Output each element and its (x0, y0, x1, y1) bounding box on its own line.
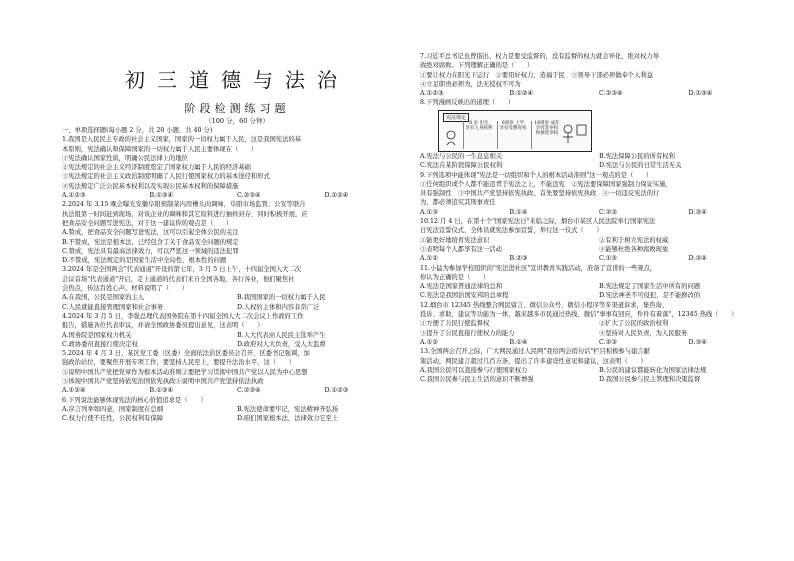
comic-panel-3: 18周岁 成年 享有选举权 和被选举权 (531, 121, 562, 149)
question-11-options: A.宪法是国家普通法律的总和 B.宪法规定了国家生活中所有的问题 C.宪法是我国治国安邦的总章程 D.宪法神圣不可侵犯，是不能修改的 (420, 283, 701, 300)
question-3: 3.2024 年是全国两会"代表通道"开设的第七年，3 月 5 日上午，十四届全国人大二次 会议首场"代表通道"开启，走上通道的代表们来自全国各地、各行各业，他们聚焦社 会热点，传达百姓心声。材料说明了（ ） A.在我国，公民是国家的主人 B.我国国家的一切权力属于人民 C.人民就能直接管理国家和社会事务 D.人权的主体和内容非常广泛 (62, 265, 412, 311)
question-3-options: A.在我国，公民是国家的主人 B.我国国家的一切权力属于人民 C.人民就能直接管理国家和社会事务 D.人权的主体和内容非常广泛 (62, 294, 326, 311)
question-4-options: A.国务院是国家权力机关 B.人大代表由人民民主选举产生 C.政协委员直接行使决定权 D.政府对人大负责，受人大监督 (62, 331, 326, 348)
question-11: 11.小猛为参加学校组织的"宪法进社区"宣讲教育实践活动，准备了宣讲的一些观点， 你认为正确的是（ ） A.宪法是国家普通法律的总和 B.宪法规定了国家生活中所有的问题 C.宪法是我国治国安邦的总章程 D.宪法神圣不可侵犯，是不能修改的 (420, 264, 778, 301)
comic-caption: 宪法规定 (443, 113, 469, 122)
question-5: 5.2024 年 4 月 3 日，某区党工委（区委）全面依法治区委员会召开，区委书记强调，加 强政治站位，要聚焦开展专项工作，要坚持人民至上，要提升法治水平，这（ ） ①说明中国共产党把党章作为根本活动准则②要把学习贯彻中国共产党以人民为中心思想 ③体现中国共产党坚持依宪治国依宪执政④说明中国共产党坚持依法执政 A.①②④ B.①③④ C.②③④ D.①②③ (62, 349, 412, 395)
comic-panel-2: 6周岁 上学 享有受教育权 (497, 121, 528, 149)
question-7: 7.习近平总书记也曾指出，权力是要受监督的，没有监督的权力就会异化，绝对权力导 致绝对腐败。下列理解正确的是（ ） ①要让权力在阳光下运行 ②要用好权力，造福于民 ③领导干部必须做奉个人利益 ④立足职责必须为，法无授权不可为 A.①②③ B.①②④ C.②③④ D.①③④ (420, 52, 778, 98)
left-column (62, 126, 412, 424)
question-2: 2.2024 年 3.15 晚会曝光安徽阜阳预制菜内用槽头肉调味，阜阳市场监管、公安等联合 执法组第一时间赶到现场，对该企业的调味和其它原料进行抽样封存，同时积极开展，应 把食品安全问题写进宪法，对于这一建议你的观点是（ ） A.赞成，把食品安全问题写进宪法，这可以引起全体公民的关注 B.不赞成，宪法是根本法，已经包含了关于食品安全问题的规定 C.赞成，宪法具有最高法律效力，可以严惩这一领域的违法犯罪 D.不赞成，宪法规定的是国家生活中全局性、根本性的问题 (62, 201, 308, 265)
question-6-options: A.序言列举如四意，国家制度在总纲 B.宪法使命要牢记，宪法精神齐弘扬 C.权力行使不任性，公民权利有保障 D.咱们国家根本法，法律效力它至上 (62, 405, 339, 423)
question-1: 1.我国是人民民主专政的社会主义国家，国家的一切权力属于人民，这是我国宪法的基 本原则，宪法确认和保障国家的一切权力属于人民主要体现在（ ） ①宪法确认国家性质，明确公民法律上的地位 ②宪法规定的社会主义经济制度奠定了国家权力属于人民的经济基础 ③宪法规定的社会主义政治制度明确了人民行使国家权力的基本途径和形式 ④宪法规定广泛公民基本权利以及实现公民基本权利的保障措施 A.①②③ B.①③④ C.②③④ D.①②④ (62, 135, 412, 200)
question-10: 10.12 月 4 日，在第十个"国家宪法日"来临之际，烟台市某区人民法院举行国家宪法 日宪法宣誓仪式，全体员就宪法参加宣誓，举行这一仪式（ ） ①能更好地培育宪法意识 ②有利于树立宪法的权威 ③表明每个人都享有这一活动 ④能够杜绝各种腐败现象 A.①② B.②③ C.①③ D.③④ (420, 217, 778, 263)
question-1-options: A.①②③ B.①③④ C.②③④ D.①②④ (62, 192, 349, 200)
page-subtitle: 阶段检测练习题 (184, 102, 290, 115)
question-9-options: A.①③ B.①④ C.②③ D.③④ (420, 208, 707, 216)
question-8-options: A.宪法与公民的一生息息相关 B.宪法保障公民的所有权利 C.宪法在某阶段保障公民权利 D.宪法与公民的日常生活无关 (420, 153, 682, 170)
question-6: 6.下列说法能够体现宪法的核心价值追求是（ ） A.序言列举如四意，国家制度在总纲 B.宪法使命要牢记，宪法精神齐弘扬 C.权力行使不任性，公民权利有保障 D.咱们国家根本法，法律效力它至上 (62, 396, 412, 424)
question-12-options: A.①② B.①④ C.②③ D.③④ (420, 338, 707, 346)
question-7-options: A.①②③ B.①②④ C.②③④ D.①③④ (420, 90, 713, 98)
score-time: （100 分，60 分钟） (205, 117, 269, 125)
question-4: 4.2024 年 3 月 5 日，李强总理代表国务院在第十四届全国人大二次会议上作政府工作 报告，措施各位代表审议，并请全国政协委员提出意见，这表明（ ） A.国务院是国家权力机关 B.人大代表由人民民主选举产生 C.政协委员直接行使决定权 D.政府对人大负责，受人大监督 (62, 312, 412, 349)
question-10-statements: ①能更好地培育宪法意识 ②有利于树立宪法的权威 ③表明每个人都享有这一活动 ④能够杜绝各种腐败现象 (420, 236, 669, 253)
question-10-options: A.①② B.②③ C.①③ D.③④ (420, 255, 707, 263)
section-heading: 一、单项选择题(每小题 2 分，共 20 小题，共 40 分) (62, 127, 213, 134)
question-13-options: A.我国公民可以直接参与行使国家权力 B.公民的建议都能转化为国家法律法规 C.我国公民参与民主生活的意识不断增强 D.我国公民参与民主管理和决策监督 (420, 366, 707, 384)
question-5-options: A.①②④ B.①③④ C.②③④ D.①②③ (62, 387, 349, 395)
comic-illustration (438, 110, 592, 152)
comic-panel-1: 0 岁 出生 享有人身权利 (463, 121, 494, 149)
question-13: 13.全国两会召开之际，广大网民通过人民网"我给两会捎句话"栏目积极参与建言献 策活动，网民建言超过几百万条，提出了许多建设性意见和建议，这表明（ ） A.我国公民可以直接参与行使国家权力 B.公民的建议都能转化为国家法律法规 C.我国公民参与民主生活的意识不断增强 D.我国公民参与民主管理和决策监督 (420, 347, 778, 384)
question-12: 12.烟台市 12345 热线整合网民留言、微信公众号、微信小程序等多渠道诉求，集咨询、 投诉、求助、建议等功能为一体，越来越多市民通过热线、微信"事事有回应，件件有着落"，12345 热线（ ） ①方便了公民行使监督权 ②扩大了公民的政治权利 ③提升了公民直接行使权力的能力 ④坚持对人民负责，为人民服务 A.①② B.①④ C.②③ D.③④ (420, 301, 778, 347)
question-12-statements: ①方便了公民行使监督权 ②扩大了公民的政治权利 ③提升了公民直接行使权力的能力 ④坚持对人民负责，为人民服务 (420, 320, 688, 337)
question-9: 9.下列选项中能体现"宪法是一切组织和个人的根本活动准则"这一观点的是（ ） ①任何组织或个人都不能违背于宪法之上，不能违宪 ②宪法要保障国家强制力保证实施， 具有强制性 ③中国共产党坚持依宪执政，首先要坚持依宪执政 ④一切违反宪法的行 为，都必须追究其刑事责任 A.①③ B.①④ C.②③ D.③④ (420, 171, 778, 217)
right-column-lower (420, 152, 778, 384)
question-8: 8.下列漫画反映出的道理（ ） (420, 99, 515, 107)
right-column (420, 52, 778, 108)
page-title: 初三道德与法治 (125, 68, 349, 92)
